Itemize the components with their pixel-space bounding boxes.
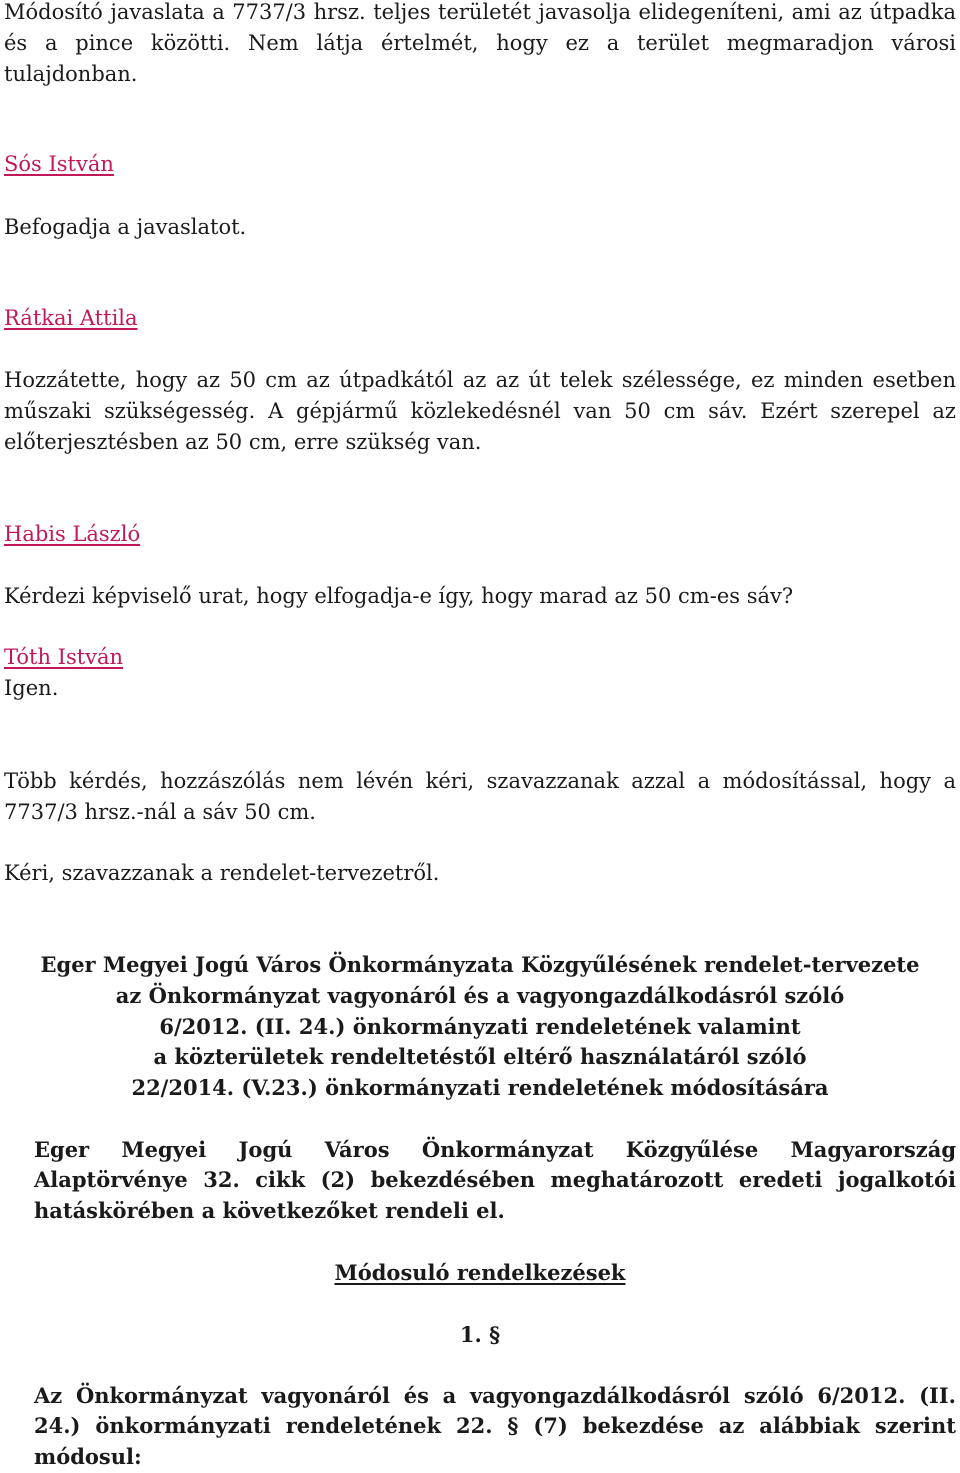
decree-title-line-2: az Önkormányzat vagyonáról és a vagyongazdálkodásról szóló <box>115 983 845 1008</box>
intro-line-2: és a pince közötti. Nem látja értelmét, hogy ez a terület megmaradjon városi <box>4 31 956 55</box>
speaker-text: előterjesztésben az 50 cm, erre szükség van. <box>4 430 482 454</box>
speaker-name-habis-laszlo: Habis László <box>4 522 141 546</box>
closing-line-3: Kéri, szavazzanak a rendelet-tervezetről. <box>4 861 440 885</box>
decree-title-line-1: Eger Megyei Jogú Város Önkormányzata Közgyűlésének rendelet-tervezete <box>40 952 920 977</box>
article-line-2: 24.) önkormányzati rendeletének 22. § (7) bekezdése az alábbiak szerint <box>34 1413 956 1438</box>
section-heading: Módosuló rendelkezések <box>334 1260 626 1285</box>
speaker-name-ratkai-attila: Rátkai Attila <box>4 306 138 330</box>
speaker-text: Kérdezi képviselő urat, hogy elfogadja-e így, hogy marad az 50 cm-es sáv? <box>4 584 794 608</box>
speaker-text: műszaki szükségesség. A gépjármű közlekedésnél van 50 cm sáv. Ezért szerepel az <box>4 399 956 423</box>
decree-title-line-4: a közterületek rendeltetéstől eltérő használatáról szóló <box>153 1044 807 1069</box>
article-line-3: módosul: <box>34 1444 142 1469</box>
intro-line-1: Módosító javaslata a 7737/3 hrsz. teljes területét javasolja elidegeníteni, ami az útpadka <box>4 0 956 24</box>
decree-title-line-5: 22/2014. (V.23.) önkormányzati rendeletének módosítására <box>131 1075 829 1100</box>
speaker-text: Igen. <box>4 676 59 700</box>
speaker-name-toth-istvan: Tóth István <box>4 645 124 669</box>
closing-line-1: Több kérdés, hozzászólás nem lévén kéri, szavazzanak azzal a módosítással, hogy a <box>4 769 956 793</box>
decree-title-line-3: 6/2012. (II. 24.) önkormányzati rendeletének valamint <box>159 1014 801 1039</box>
preamble-line-3: hatáskörében a következőket rendeli el. <box>34 1198 505 1223</box>
speaker-text: Befogadja a javaslatot. <box>4 215 247 239</box>
closing-line-2: 7737/3 hrsz.-nál a sáv 50 cm. <box>4 800 316 824</box>
speaker-name-sos-istvan: Sós István <box>4 152 114 176</box>
intro-line-3: tulajdonban. <box>4 62 138 86</box>
preamble-line-2: Alaptörvénye 32. cikk (2) bekezdésében meghatározott eredeti jogalkotói <box>34 1167 956 1192</box>
paragraph-number: 1. § <box>459 1322 501 1347</box>
preamble-line-1: Eger Megyei Jogú Város Önkormányzat Közgyűlése Magyarország <box>34 1137 956 1162</box>
article-line-1: Az Önkormányzat vagyonáról és a vagyongazdálkodásról szóló 6/2012. (II. <box>34 1383 956 1408</box>
speaker-text: Hozzátette, hogy az 50 cm az útpadkától az az út telek szélessége, ez minden esetben <box>4 368 956 392</box>
